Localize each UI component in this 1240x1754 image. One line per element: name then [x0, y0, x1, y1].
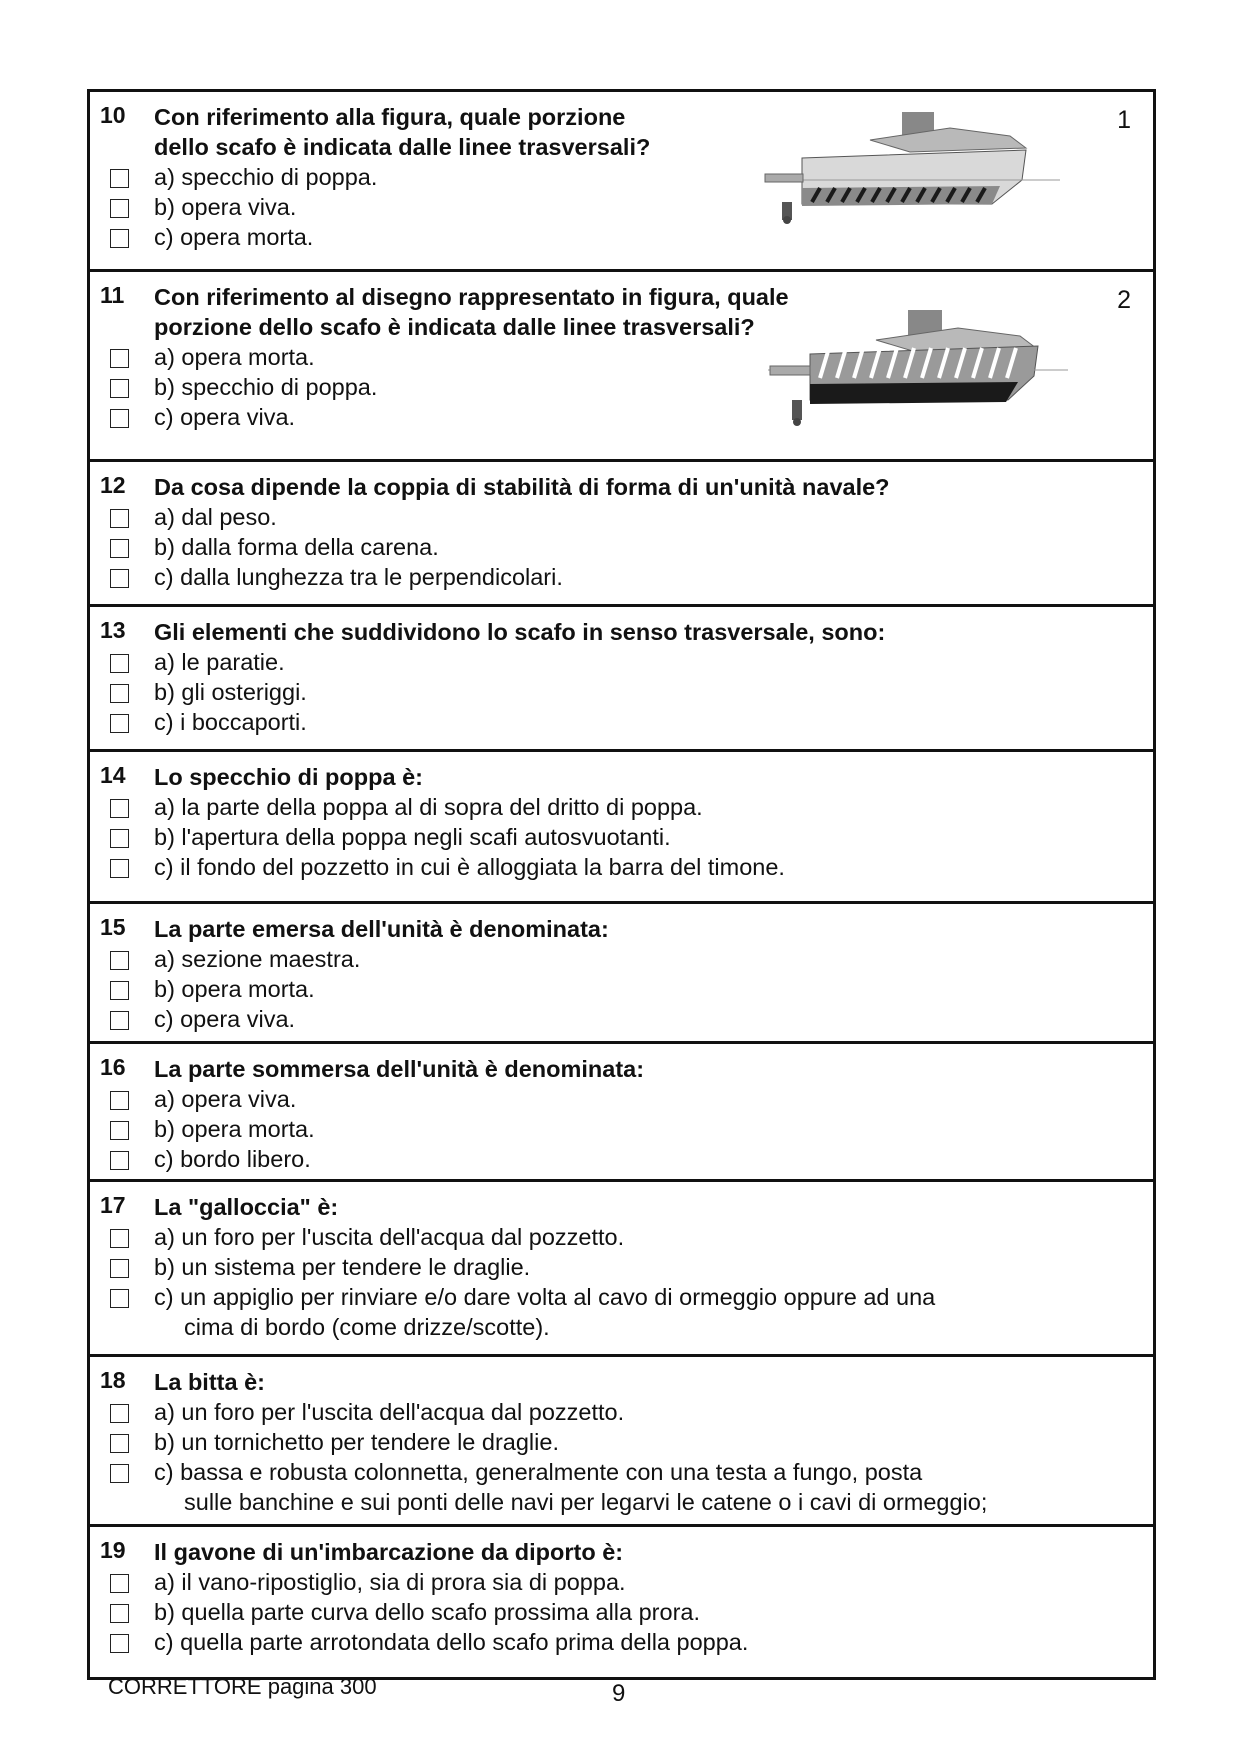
question-13: [90, 607, 1153, 752]
question-10: [90, 92, 1153, 272]
answer-option: [154, 974, 1139, 1004]
answer-checkbox[interactable]: [110, 981, 129, 1000]
answer-checkbox[interactable]: [110, 539, 129, 558]
question-text: Lo specchio di poppa è:: [154, 764, 423, 790]
boat-illustration: [768, 310, 1068, 445]
boat-figure-1: [760, 110, 1060, 230]
question-text: La parte sommersa dell'unità è denominata:: [154, 1056, 645, 1082]
question-19: [90, 1527, 1153, 1677]
answer-text: b) l'apertura della poppa negli scafi autosvuotanti.: [154, 824, 671, 850]
answer-text: a) la parte della poppa al di sopra del dritto di poppa.: [154, 794, 703, 820]
answer-checkbox[interactable]: [110, 1434, 129, 1453]
answer-checkbox[interactable]: [110, 799, 129, 818]
question-12: [90, 462, 1153, 607]
answer-checkbox[interactable]: [110, 1604, 129, 1623]
boat-illustration: [760, 110, 1060, 235]
answer-text: b) opera morta.: [154, 1116, 315, 1142]
answer-checkbox[interactable]: [110, 1151, 129, 1170]
answer-option: [154, 707, 1139, 737]
answer-text: b) un sistema per tendere le draglie.: [154, 1254, 531, 1280]
question-number: 19: [100, 1537, 126, 1563]
answer-option: [154, 1222, 1139, 1252]
answer-option: [154, 944, 1139, 974]
answer-text: c) i boccaporti.: [154, 709, 307, 735]
answer-checkbox[interactable]: [110, 829, 129, 848]
answer-text: a) dal peso.: [154, 504, 277, 530]
answer-option: [154, 1084, 1139, 1114]
answer-text: b) opera morta.: [154, 976, 315, 1002]
answer-text: c) il fondo del pozzetto in cui è alloggiata la barra del timone.: [154, 854, 785, 880]
answer-option: [154, 1457, 1139, 1517]
answer-checkbox[interactable]: [110, 1289, 129, 1308]
answer-text: cima di bordo (come drizze/scotte).: [184, 1314, 550, 1340]
answer-text: c) bordo libero.: [154, 1146, 311, 1172]
answer-checkbox[interactable]: [110, 569, 129, 588]
answer-checkbox[interactable]: [110, 1121, 129, 1140]
answer-text: b) gli osteriggi.: [154, 679, 307, 705]
answer-text: c) un appiglio per rinviare e/o dare volta al cavo di ormeggio oppure ad una: [154, 1284, 936, 1310]
answer-checkbox[interactable]: [110, 1404, 129, 1423]
question-18: [90, 1357, 1153, 1527]
answer-checkbox[interactable]: [110, 199, 129, 218]
answer-option: [154, 1567, 1139, 1597]
question-15: [90, 904, 1153, 1044]
answer-option: [154, 822, 1139, 852]
answer-checkbox[interactable]: [110, 509, 129, 528]
answer-checkbox[interactable]: [110, 951, 129, 970]
question-number: 10: [100, 102, 126, 128]
answer-text: c) opera viva.: [154, 1006, 296, 1032]
answer-text: a) le paratie.: [154, 649, 285, 675]
answer-option: [154, 532, 1139, 562]
answer-checkbox[interactable]: [110, 714, 129, 733]
answer-checkbox[interactable]: [110, 1464, 129, 1483]
answer-text: a) opera morta.: [154, 344, 315, 370]
quiz-sheet: [87, 89, 1156, 1680]
answer-checkbox[interactable]: [110, 379, 129, 398]
answer-text: c) opera viva.: [154, 404, 296, 430]
question-number: 11: [100, 282, 125, 308]
question-text: Con riferimento alla figura, quale porzione: [154, 104, 626, 130]
question-text: Da cosa dipende la coppia di stabilità di forma di un'unità navale?: [154, 474, 890, 500]
figure-number: 1: [1117, 106, 1131, 134]
answer-checkbox[interactable]: [110, 684, 129, 703]
question-number: 15: [100, 914, 126, 940]
question-text: Gli elementi che suddividono lo scafo in senso trasversale, sono:: [154, 619, 886, 645]
answer-option: [154, 1004, 1139, 1034]
answer-text: a) un foro per l'uscita dell'acqua dal pozzetto.: [154, 1224, 625, 1250]
answer-checkbox[interactable]: [110, 229, 129, 248]
answer-option: [154, 792, 1139, 822]
answer-option: [154, 677, 1139, 707]
boat-figure-2: [768, 310, 1068, 440]
question-text: La parte emersa dell'unità è denominata:: [154, 916, 609, 942]
page-number: 9: [612, 1680, 626, 1707]
answer-checkbox[interactable]: [110, 1229, 129, 1248]
answer-option: [154, 562, 1139, 592]
answer-text: sulle banchine e sui ponti delle navi per legarvi le catene o i cavi di ormeggio;: [184, 1489, 988, 1515]
answer-text: b) quella parte curva dello scafo prossima alla prora.: [154, 1599, 700, 1625]
answer-text: c) bassa e robusta colonnetta, generalmente con una testa a fungo, posta: [154, 1459, 923, 1485]
question-text: dello scafo è indicata dalle linee trasversali?: [154, 134, 651, 160]
answer-checkbox[interactable]: [110, 1634, 129, 1653]
question-number: 18: [100, 1367, 126, 1393]
answer-text: c) quella parte arrotondata dello scafo prima della poppa.: [154, 1629, 749, 1655]
answer-checkbox[interactable]: [110, 1259, 129, 1278]
answer-option: [154, 647, 1139, 677]
answer-option: [154, 852, 1139, 882]
question-17: [90, 1182, 1153, 1357]
answer-checkbox[interactable]: [110, 1091, 129, 1110]
answer-text: a) sezione maestra.: [154, 946, 361, 972]
answer-text: a) specchio di poppa.: [154, 164, 378, 190]
answer-option: [154, 1252, 1139, 1282]
answer-checkbox[interactable]: [110, 169, 129, 188]
answer-option: [154, 502, 1139, 532]
answer-text: c) dalla lunghezza tra le perpendicolari.: [154, 564, 563, 590]
question-11: [90, 272, 1153, 462]
question-number: 12: [100, 472, 126, 498]
answer-text: b) opera viva.: [154, 194, 297, 220]
question-text: La bitta è:: [154, 1369, 265, 1395]
answer-text: c) opera morta.: [154, 224, 314, 250]
answer-text: a) un foro per l'uscita dell'acqua dal pozzetto.: [154, 1399, 625, 1425]
answer-checkbox[interactable]: [110, 1011, 129, 1030]
answer-option: [154, 1397, 1139, 1427]
answer-text: b) specchio di poppa.: [154, 374, 378, 400]
question-number: 13: [100, 617, 126, 643]
answer-checkbox[interactable]: [110, 1574, 129, 1593]
answer-option: [154, 1282, 1139, 1342]
answer-option: [154, 1597, 1139, 1627]
answer-option: [154, 1114, 1139, 1144]
answer-checkbox[interactable]: [110, 349, 129, 368]
question-number: 17: [100, 1192, 126, 1218]
answer-checkbox[interactable]: [110, 654, 129, 673]
question-14: [90, 752, 1153, 904]
answer-option: [154, 1144, 1139, 1174]
answer-checkbox[interactable]: [110, 409, 129, 428]
answer-checkbox[interactable]: [110, 859, 129, 878]
answer-text: a) il vano-ripostiglio, sia di prora sia di poppa.: [154, 1569, 626, 1595]
question-16: [90, 1044, 1153, 1182]
question-number: 14: [100, 762, 126, 788]
answer-text: a) opera viva.: [154, 1086, 297, 1112]
question-text: porzione dello scafo è indicata dalle linee trasversali?: [154, 314, 755, 340]
footer-reference: CORRETTORE pagina 300: [108, 1674, 377, 1699]
question-text: Con riferimento al disegno rappresentato in figura, quale: [154, 284, 789, 310]
answer-text: b) dalla forma della carena.: [154, 534, 439, 560]
answer-text: b) un tornichetto per tendere le draglie.: [154, 1429, 559, 1455]
question-text: La "galloccia" è:: [154, 1194, 339, 1220]
question-number: 16: [100, 1054, 126, 1080]
answer-option: [154, 1427, 1139, 1457]
answer-option: [154, 1627, 1139, 1657]
question-text: Il gavone di un'imbarcazione da diporto è:: [154, 1539, 624, 1565]
figure-number: 2: [1117, 286, 1131, 314]
